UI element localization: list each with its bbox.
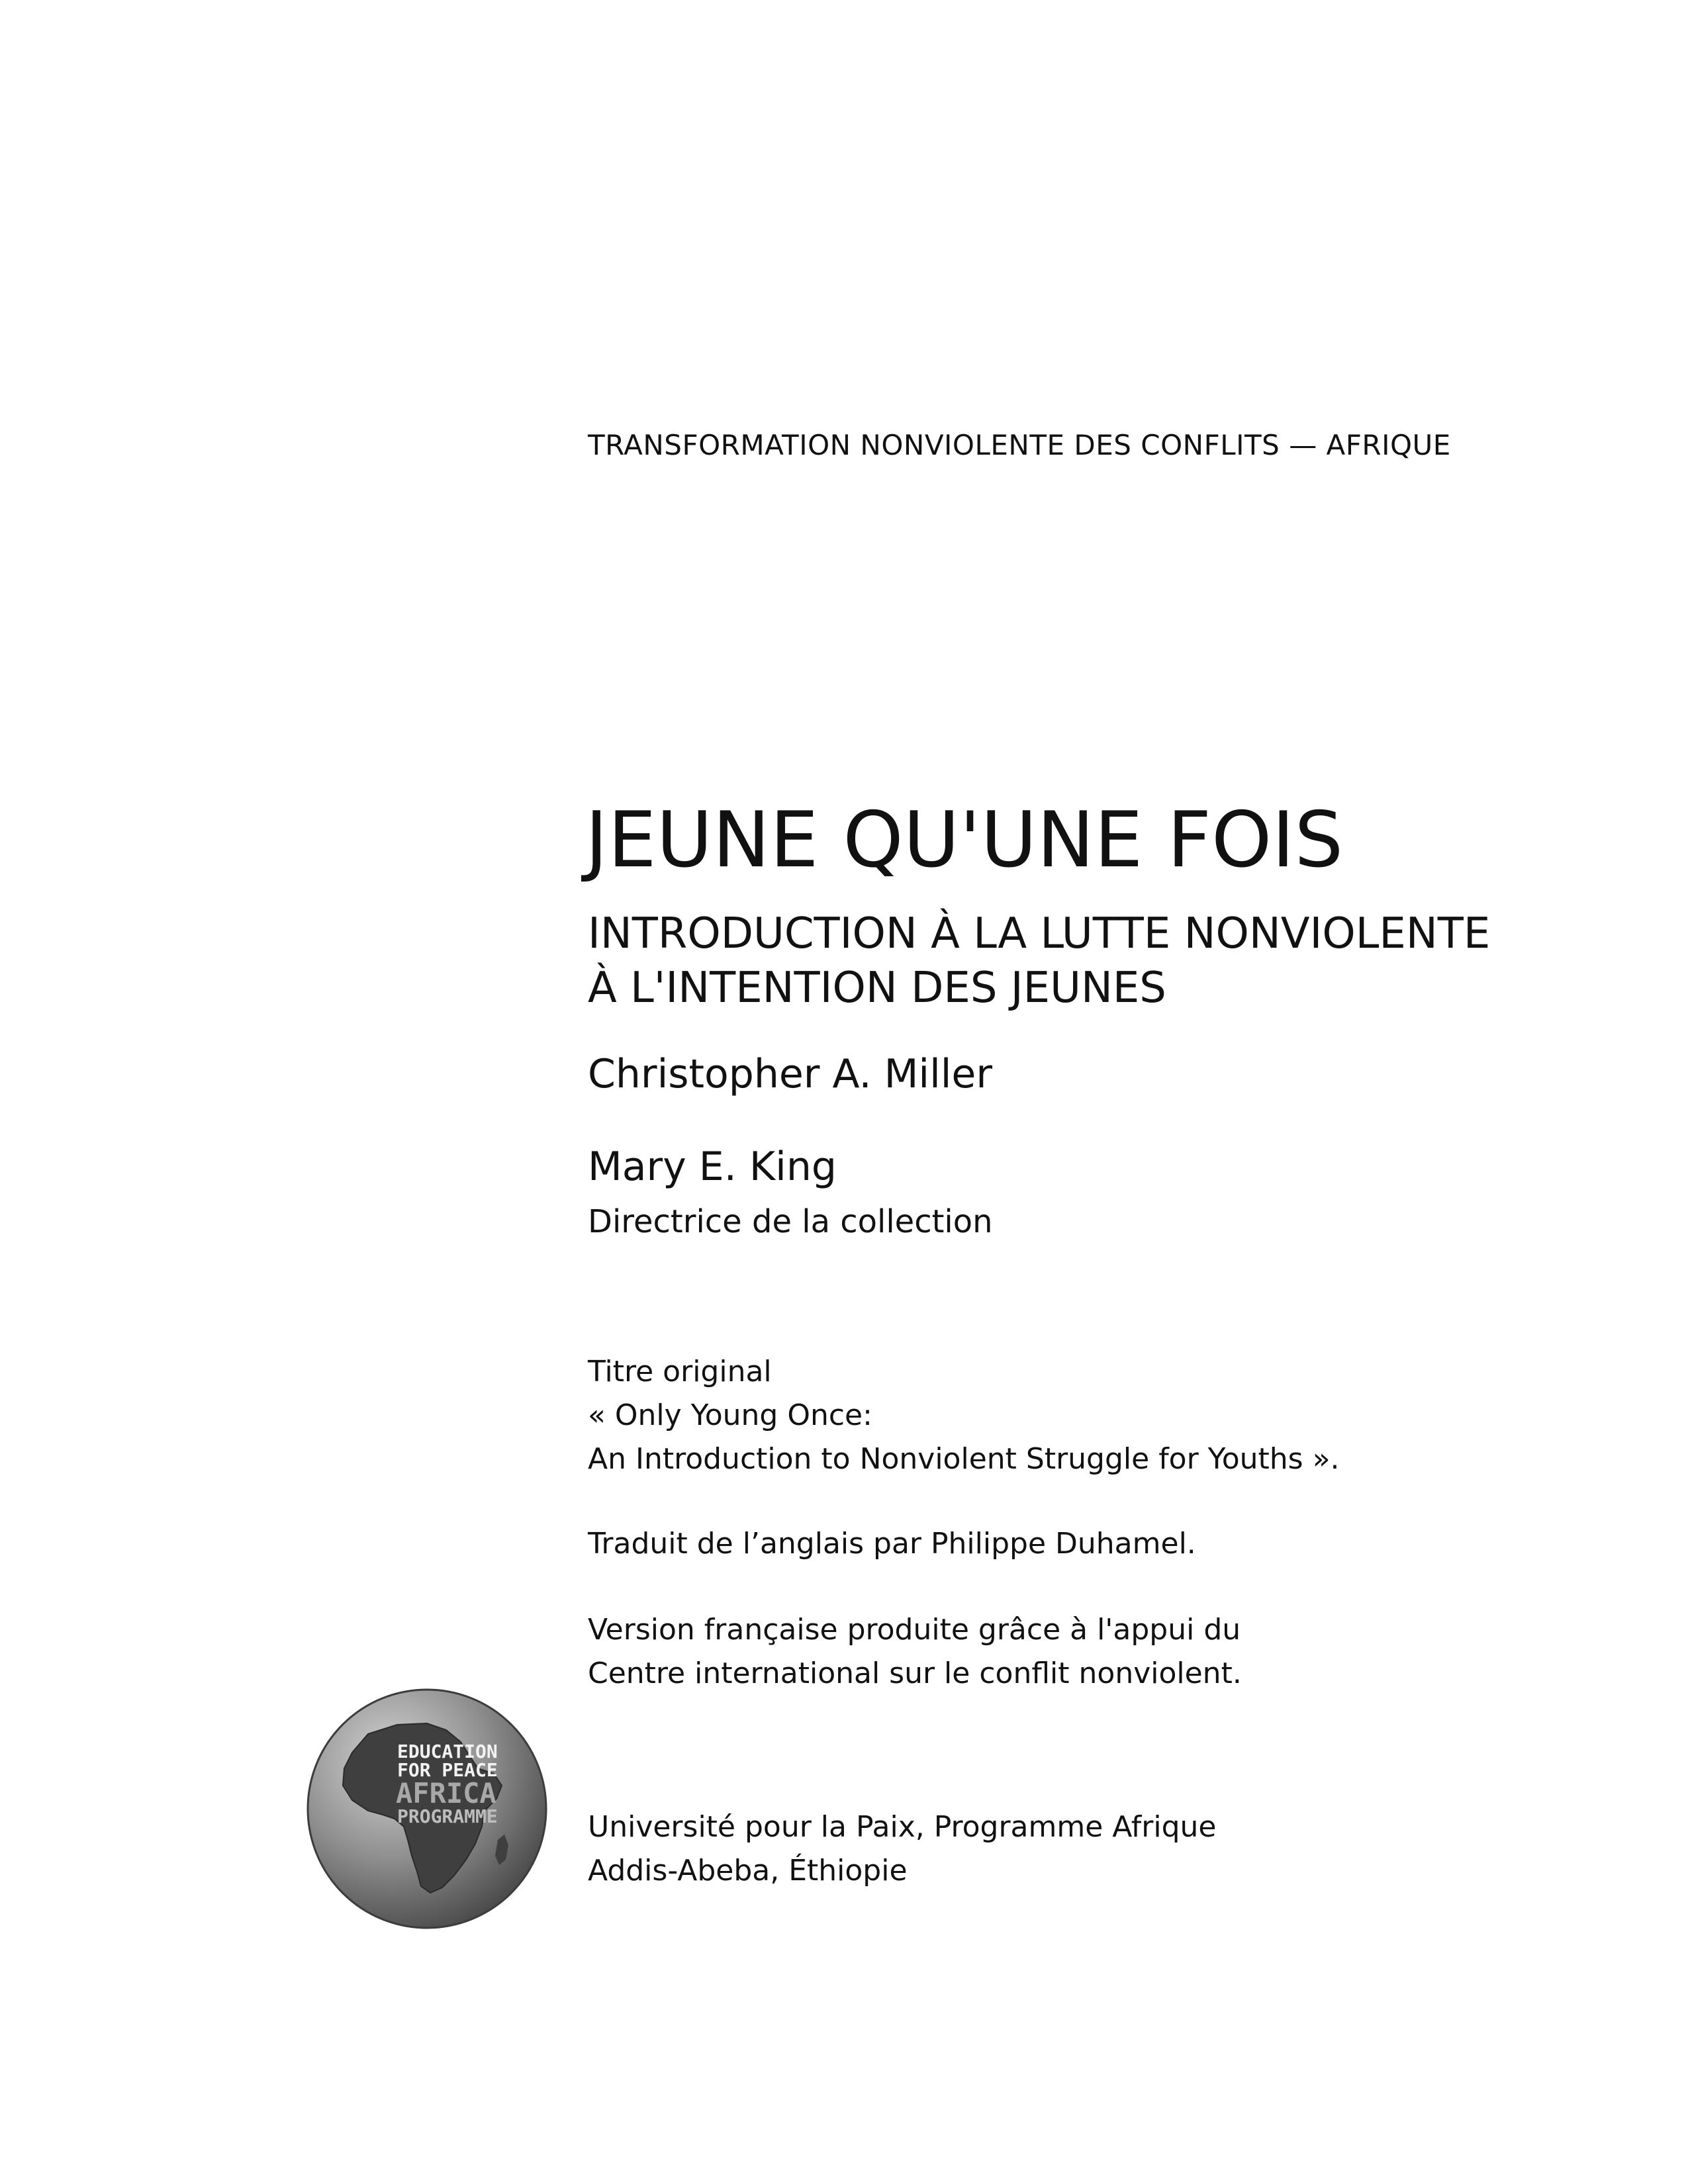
publisher-block bbox=[588, 1805, 1217, 1893]
original-title-label: Titre original bbox=[588, 1355, 772, 1388]
editor-name: Mary E. King bbox=[588, 1144, 837, 1190]
book-title: JEUNE QU'UNE FOIS bbox=[585, 796, 1344, 885]
original-title-line-2: An Introduction to Nonviolent Struggle for Youths ». bbox=[588, 1442, 1340, 1476]
logo-text-line-2: FOR PEACE bbox=[397, 1759, 498, 1781]
education-for-peace-logo bbox=[305, 1686, 549, 1931]
series-title: TRANSFORMATION NONVIOLENTE DES CONFLITS — AFRIQUE bbox=[588, 429, 1451, 461]
french-version-credit bbox=[588, 1608, 1242, 1696]
book-subtitle bbox=[588, 907, 1490, 1015]
translator-credit bbox=[588, 1522, 1196, 1566]
author-name: Christopher A. Miller bbox=[588, 1051, 993, 1097]
translator-line: Traduit de l’anglais par Philippe Duhamel. bbox=[588, 1527, 1196, 1561]
logo-text-line-4: PROGRAMME bbox=[397, 1805, 498, 1827]
logo-text-line-3: AFRICA bbox=[396, 1777, 496, 1809]
french-version-line-2: Centre international sur le conflit nonviolent. bbox=[588, 1657, 1242, 1690]
publisher-name: Université pour la Paix, Programme Afrique bbox=[588, 1810, 1217, 1844]
editor-role: Directrice de la collection bbox=[588, 1203, 993, 1240]
french-version-line-1: Version française produite grâce à l'appui du bbox=[588, 1613, 1241, 1647]
original-title-block bbox=[588, 1350, 1339, 1481]
subtitle-line-2: À L'INTENTION DES JEUNES bbox=[588, 964, 1166, 1013]
original-title-line-1: « Only Young Once: bbox=[588, 1398, 872, 1432]
subtitle-line-1: INTRODUCTION À LA LUTTE NONVIOLENTE bbox=[588, 909, 1491, 958]
publisher-location: Addis-Abeba, Éthiopie bbox=[588, 1854, 908, 1888]
logo-text-line-1: EDUCATION bbox=[397, 1741, 498, 1762]
